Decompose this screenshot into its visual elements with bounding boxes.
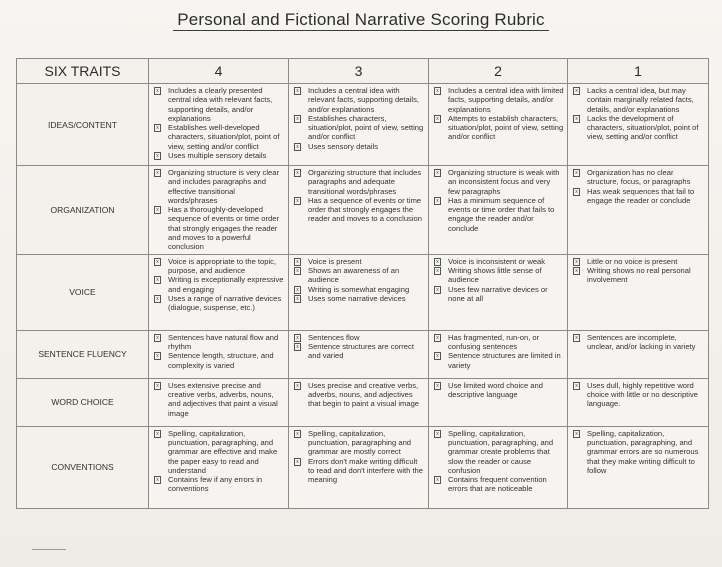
checkbox-icon (434, 476, 441, 484)
criteria-item (572, 333, 705, 352)
score-cell (289, 378, 429, 426)
score-cell (149, 426, 289, 508)
checkbox-icon (434, 115, 441, 123)
criteria-text: Has weak sequences that fail to engage the reader or conclude (587, 186, 695, 205)
criteria-item (293, 142, 425, 151)
checkbox-icon (434, 286, 441, 294)
checkbox-icon (434, 87, 441, 95)
checkbox-icon (154, 169, 161, 177)
checkbox-icon (294, 143, 301, 151)
trait-label: ORGANIZATION (17, 166, 149, 255)
criteria-text: Uses dull, highly repetitive word choice with little or no descriptive language. (587, 380, 699, 409)
criteria-text: Sentence length, structure, and complexity is varied (168, 351, 274, 370)
criteria-item (293, 333, 425, 342)
checkbox-icon (154, 295, 161, 303)
criteria-text: Writing is exceptionally expressive and engaging (168, 275, 284, 294)
checkbox-icon (434, 169, 441, 177)
criteria-list (572, 168, 705, 205)
checkbox-icon (573, 87, 580, 95)
criteria-item (433, 86, 564, 114)
score-cell (568, 330, 709, 378)
criteria-text: Sentences have natural flow and rhythm (168, 332, 279, 351)
criteria-item (293, 168, 425, 196)
criteria-list (433, 429, 564, 494)
criteria-item (433, 196, 564, 233)
trait-label: IDEAS/CONTENT (17, 84, 149, 166)
criteria-item (293, 457, 425, 485)
criteria-item (572, 114, 705, 142)
trait-label: VOICE (17, 254, 149, 330)
criteria-text: Spelling, capitalization, punctuation, paragraphing, and grammar create problems that slow the reader or cause confusion (448, 428, 554, 475)
criteria-item (293, 196, 425, 224)
score-header-2: 2 (429, 59, 568, 84)
criteria-text: Little or no voice is present (587, 256, 678, 266)
criteria-text: Uses some narrative devices (308, 293, 406, 303)
criteria-item (153, 257, 285, 276)
score-cell (289, 330, 429, 378)
criteria-item (293, 266, 425, 285)
trait-label: SENTENCE FLUENCY (17, 330, 149, 378)
criteria-item (153, 333, 285, 352)
checkbox-icon (294, 334, 301, 342)
criteria-text: Spelling, capitalization, punctuation, paragraphing, and grammar are effective and make the paper easy to read and understand (168, 428, 278, 475)
criteria-list (433, 86, 564, 142)
rubric-row (17, 426, 709, 508)
checkbox-icon (434, 382, 441, 390)
rubric-row (17, 378, 709, 426)
criteria-text: Uses sensory details (308, 141, 379, 151)
criteria-text: Contains few if any errors in conventions (168, 475, 263, 494)
criteria-item (572, 429, 705, 475)
score-cell (429, 426, 568, 508)
score-cell (289, 84, 429, 166)
criteria-text: Includes a central idea with limited facts, supporting details, and/or explanations (448, 86, 564, 114)
score-cell (289, 426, 429, 508)
score-cell (568, 166, 709, 255)
score-cell (568, 426, 709, 508)
criteria-text: Has a minimum sequence of events or time order that fails to engage the reader and/or conclude (448, 195, 555, 233)
rubric-row (17, 166, 709, 255)
checkbox-icon (154, 476, 161, 484)
criteria-item (433, 333, 564, 352)
score-cell (149, 330, 289, 378)
criteria-list (293, 168, 425, 224)
score-cell (289, 166, 429, 255)
rubric-row (17, 254, 709, 330)
checkbox-icon (573, 267, 580, 275)
criteria-text: Organizing structure that includes paragraphs and adequate transitional words/phrases (308, 168, 422, 196)
score-cell (429, 378, 568, 426)
checkbox-icon (573, 382, 580, 390)
score-cell (149, 254, 289, 330)
criteria-list (153, 168, 285, 252)
criteria-item (572, 381, 705, 409)
criteria-text: Spelling, capitalization, punctuation, paragraphing, and grammar errors are so numerous that they make writing difficult to follow (587, 428, 699, 475)
criteria-text: Writing is somewhat engaging (308, 284, 410, 294)
criteria-list (433, 257, 564, 303)
score-cell (429, 254, 568, 330)
criteria-item (293, 86, 425, 114)
criteria-text: Uses multiple sensory details (168, 151, 267, 161)
criteria-item (433, 257, 564, 266)
checkbox-icon (434, 258, 441, 266)
criteria-item (572, 168, 705, 187)
checkbox-icon (154, 276, 161, 284)
checkbox-icon (573, 115, 580, 123)
criteria-list (572, 333, 705, 352)
score-header-3: 3 (289, 59, 429, 84)
criteria-text: Errors don't make writing difficult to read and don't interfere with the meaning (308, 456, 424, 485)
criteria-item (293, 381, 425, 409)
criteria-item (153, 351, 285, 370)
rubric-row (17, 330, 709, 378)
criteria-item (153, 151, 285, 160)
criteria-item (433, 475, 564, 494)
score-cell (568, 378, 709, 426)
criteria-list (572, 381, 705, 409)
criteria-item (153, 381, 285, 418)
criteria-item (433, 429, 564, 475)
criteria-text: Includes a clearly presented central idea with relevant facts, supporting details, and/or explanations (168, 86, 273, 123)
criteria-item (433, 285, 564, 304)
criteria-text: Spelling, capitalization, punctuation, paragraphing and grammar are mostly correct (308, 428, 412, 457)
trait-label: WORD CHOICE (17, 378, 149, 426)
checkbox-icon (294, 295, 301, 303)
criteria-item (153, 86, 285, 123)
checkbox-icon (154, 87, 161, 95)
checkbox-icon (434, 267, 441, 275)
criteria-item (433, 266, 564, 285)
checkbox-icon (154, 334, 161, 342)
criteria-text: Attempts to establish characters, situation/plot, point of view, setting and/or conflict (448, 113, 564, 142)
criteria-list (153, 381, 285, 418)
criteria-item (153, 429, 285, 475)
criteria-item (293, 114, 425, 142)
criteria-item (572, 86, 705, 114)
checkbox-icon (434, 197, 441, 205)
criteria-item (153, 275, 285, 294)
criteria-list (293, 257, 425, 303)
criteria-item (153, 123, 285, 151)
criteria-list (293, 429, 425, 485)
criteria-item (572, 257, 705, 266)
criteria-text: Sentence structures are limited in variety (448, 351, 561, 370)
criteria-list (153, 257, 285, 313)
criteria-list (153, 333, 285, 370)
checkbox-icon (294, 430, 301, 438)
checkbox-icon (573, 430, 580, 438)
checkbox-icon (434, 352, 441, 360)
criteria-list (572, 429, 705, 475)
criteria-text: Establishes well-developed characters, situation/plot, point of view, setting and/or conflict (168, 123, 280, 151)
checkbox-icon (154, 206, 161, 214)
criteria-text: Uses precise and creative verbs, adverbs, nouns, and adjectives that begin to paint a visual image (308, 380, 420, 409)
criteria-item (433, 351, 564, 370)
criteria-text: Use limited word choice and descriptive language (448, 380, 543, 399)
score-cell (289, 254, 429, 330)
criteria-text: Uses extensive precise and creative verbs, adverbs, nouns, and adjectives that paint a visual image (168, 380, 278, 418)
page-title (0, 10, 722, 30)
criteria-text: Organizing structure is very clear and includes paragraphs and effective transitional words/phrases (168, 168, 279, 205)
criteria-text: Uses a range of narrative devices (dialogue, suspense, etc.) (168, 293, 282, 313)
criteria-item (293, 285, 425, 294)
criteria-text: Has a thoroughly-developed sequence of events or time order that strongly engages the reader and moves to a powerful conclusion (168, 205, 280, 252)
criteria-list (433, 381, 564, 400)
criteria-text: Writing shows little sense of audience (448, 265, 542, 285)
checkbox-icon (573, 334, 580, 342)
checkbox-icon (154, 258, 161, 266)
checkbox-icon (573, 258, 580, 266)
criteria-item (153, 168, 285, 205)
score-header-4: 4 (149, 59, 289, 84)
criteria-list (153, 86, 285, 160)
trait-label: CONVENTIONS (17, 426, 149, 508)
criteria-item (293, 257, 425, 266)
score-cell (429, 166, 568, 255)
checkbox-icon (294, 115, 301, 123)
checkbox-icon (154, 352, 161, 360)
criteria-list (572, 257, 705, 285)
checkbox-icon (154, 430, 161, 438)
rubric-table (16, 58, 709, 509)
criteria-text: Establishes characters, situation/plot, point of view, setting and/or conflict (308, 113, 424, 142)
criteria-text: Voice is appropriate to the topic, purpose, and audience (168, 256, 277, 275)
checkbox-icon (294, 169, 301, 177)
criteria-item (293, 342, 425, 361)
checkbox-icon (573, 188, 580, 196)
checkbox-icon (154, 382, 161, 390)
score-cell (149, 84, 289, 166)
checkbox-icon (294, 197, 301, 205)
criteria-text: Voice is inconsistent or weak (448, 256, 546, 266)
criteria-item (433, 114, 564, 142)
checkbox-icon (154, 124, 161, 132)
footer-divider (32, 549, 66, 550)
score-cell (429, 330, 568, 378)
criteria-text: Voice is present (308, 256, 362, 266)
checkbox-icon (573, 169, 580, 177)
criteria-list (572, 86, 705, 142)
criteria-text: Sentences flow (308, 332, 360, 342)
criteria-text: Has a sequence of events or time order that strongly engages the reader and moves to a conclusion (308, 195, 422, 224)
criteria-item (153, 205, 285, 251)
checkbox-icon (154, 152, 161, 160)
score-header-1: 1 (568, 59, 709, 84)
criteria-list (433, 168, 564, 233)
criteria-item (572, 266, 705, 285)
checkbox-icon (294, 343, 301, 351)
criteria-text: Shows an awareness of an audience (308, 265, 400, 285)
criteria-item (293, 294, 425, 303)
score-cell (149, 378, 289, 426)
criteria-item (572, 187, 705, 206)
criteria-item (433, 381, 564, 400)
criteria-item (153, 294, 285, 313)
checkbox-icon (294, 258, 301, 266)
criteria-text: Includes a central idea with relevant facts, supporting details, and/or explanations (308, 86, 420, 114)
criteria-item (293, 429, 425, 457)
criteria-text: Uses few narrative devices or none at all (448, 284, 548, 303)
score-cell (568, 254, 709, 330)
checkbox-icon (294, 267, 301, 275)
rubric-row (17, 84, 709, 166)
criteria-item (153, 475, 285, 494)
criteria-text: Sentence structures are correct and varied (308, 341, 414, 361)
criteria-list (433, 333, 564, 370)
criteria-text: Sentences are incomplete, unclear, and/or lacking in variety (587, 332, 696, 351)
score-cell (149, 166, 289, 255)
criteria-text: Lacks a central idea, but may contain marginally related facts, details, and/or explanations (587, 86, 694, 114)
checkbox-icon (294, 458, 301, 466)
criteria-text: Lacks the development of characters, situation/plot, point of view, setting and/or conflict (587, 113, 699, 142)
criteria-text: Organization has no clear structure, focus, or paragraphs (587, 168, 691, 187)
criteria-text: Writing shows no real personal involvement (587, 265, 691, 285)
header-row (17, 59, 709, 84)
criteria-text: Has fragmented, run-on, or confusing sentences (448, 332, 540, 351)
criteria-list (293, 333, 425, 361)
criteria-list (293, 86, 425, 151)
traits-header: SIX TRAITS (17, 59, 149, 84)
criteria-list (153, 429, 285, 494)
checkbox-icon (434, 430, 441, 438)
checkbox-icon (434, 334, 441, 342)
criteria-text: Organizing structure is weak with an inconsistent focus and very few paragraphs (448, 168, 560, 196)
checkbox-icon (294, 286, 301, 294)
checkbox-icon (294, 382, 301, 390)
criteria-item (433, 168, 564, 196)
criteria-list (293, 381, 425, 409)
checkbox-icon (294, 87, 301, 95)
page-title-text: Personal and Fictional Narrative Scoring Rubric (173, 10, 549, 31)
criteria-text: Contains frequent convention errors that are noticeable (448, 475, 547, 494)
score-cell (429, 84, 568, 166)
score-cell (568, 84, 709, 166)
